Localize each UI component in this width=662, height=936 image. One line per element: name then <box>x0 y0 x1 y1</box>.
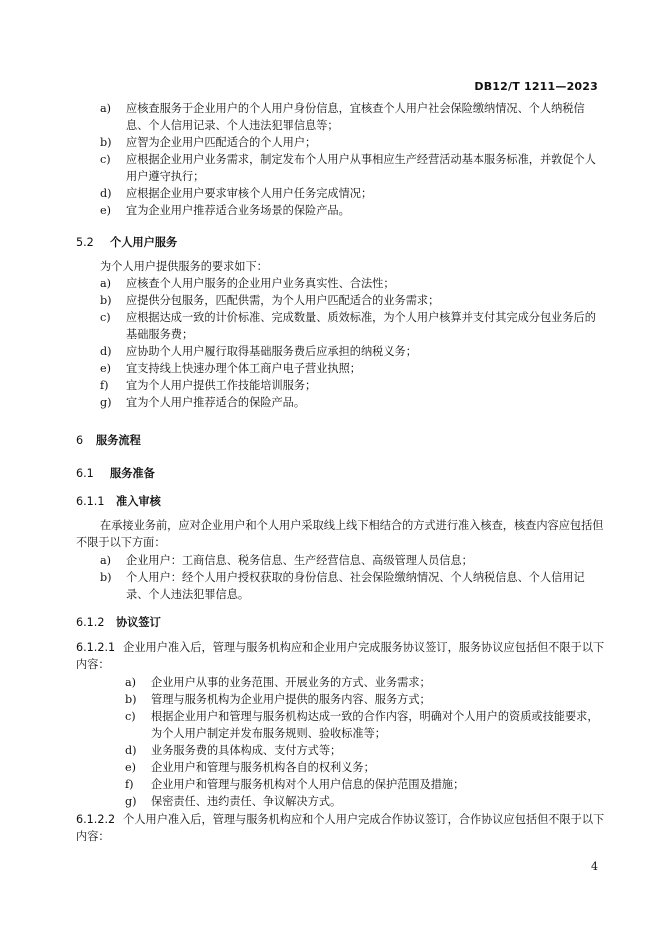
list-item: e) 企业用户和管理与服务机构各自的权利义务； <box>125 761 375 774</box>
section-heading-6-1-1: 6.1.1 准入审核 <box>76 495 161 508</box>
list-item: a) 应核查服务于企业用户的个人用户身份信息，宜核查个人用户社会保险缴纳情况、个人纳税信息、个人信用记录、个人违法犯罪信息等； <box>100 102 585 132</box>
section-intro: 为个人用户提供服务的要求如下： <box>100 260 268 273</box>
list-service-agreement <box>125 674 605 810</box>
clause-6-1-2-2: 6.1.2.2 个人用户准入后，管理与服务机构应和个人用户完成合作协议签订，合作协议应包括但不限于以下内容： <box>76 813 605 843</box>
list-item: b) 应智为企业用户匹配适合的个人用户； <box>100 136 317 149</box>
list-item: a) 企业用户：工商信息、税务信息、生产经营信息、高级管理人员信息； <box>100 554 473 567</box>
list-admission-items <box>100 552 605 603</box>
list-item: g) 保密责任、违约责任、争议解决方式。 <box>125 795 342 808</box>
section-heading-6-1: 6.1 服务准备 <box>76 467 155 480</box>
clause-6-1-2-1: 6.1.2.1 企业用户准入后，管理与服务机构应和企业用户完成服务协议签订，服务协议应包括但不限于以下内容： <box>76 641 605 671</box>
list-item: f) 企业用户和管理与服务机构对个人用户信息的保护范围及措施； <box>125 778 465 791</box>
list-item: a) 企业用户从事的业务范围、开展业务的方式、业务需求； <box>125 676 431 689</box>
list-item: e) 宜支持线上快速办理个体工商户电子营业执照； <box>100 362 361 375</box>
list-item: e) 宜为企业用户推荐适合业务场景的保险产品。 <box>100 204 350 217</box>
list-item: c) 根据企业用户和管理与服务机构达成一致的合作内容，明确对个人用户的资质或技能要求，为个人用户制定并发布服务规则、验收标准等； <box>125 710 599 740</box>
standard-code: DB12/T 1211—2023 <box>474 80 598 93</box>
page-number: 4 <box>591 860 598 873</box>
list-item: c) 应根据企业用户业务需求，制定发布个人用户从事相应生产经营活动基本服务标准，并敦促个人用户遵守执行； <box>100 153 596 183</box>
list-item: b) 个人用户：经个人用户授权获取的身份信息、社会保险缴纳情况、个人纳税信息、个人信用记录、个人违法犯罪信息。 <box>100 571 585 601</box>
list-enterprise-services <box>100 100 605 219</box>
list-item: b) 应提供分包服务，匹配供需，为个人用户匹配适合的业务需求； <box>100 294 440 307</box>
list-item: d) 应协助个人用户履行取得基础服务费后应承担的纳税义务； <box>100 345 417 358</box>
list-item: f) 宜为个人用户提供工作技能培训服务； <box>100 379 317 392</box>
list-item: d) 应根据企业用户要求审核个人用户任务完成情况； <box>100 187 373 200</box>
list-item: c) 应根据达成一致的计价标准、完成数量、质效标准，为个人用户核算并支付其完成分包业务后的基础服务费； <box>100 311 596 341</box>
section-heading-6-1-2: 6.1.2 协议签订 <box>76 616 161 629</box>
paragraph-admission-review: 在承接业务前，应对企业用户和个人用户采取线上线下相结合的方式进行准入核查，核查内容应包括但不限于以下方面： <box>76 519 604 549</box>
section-heading-6: 6 服务流程 <box>76 434 141 447</box>
list-item: g) 宜为个人用户推荐适合的保险产品。 <box>100 396 306 409</box>
list-item: d) 业务服务费的具体构成、支付方式等； <box>125 744 342 757</box>
list-item: b) 管理与服务机构为企业用户提供的服务内容、服务方式； <box>125 693 431 706</box>
list-item: a) 应核查个人用户服务的企业用户业务真实性、合法性； <box>100 277 395 290</box>
section-heading-5-2: 5.2 个人用户服务 <box>76 236 178 249</box>
list-individual-services <box>100 275 605 411</box>
